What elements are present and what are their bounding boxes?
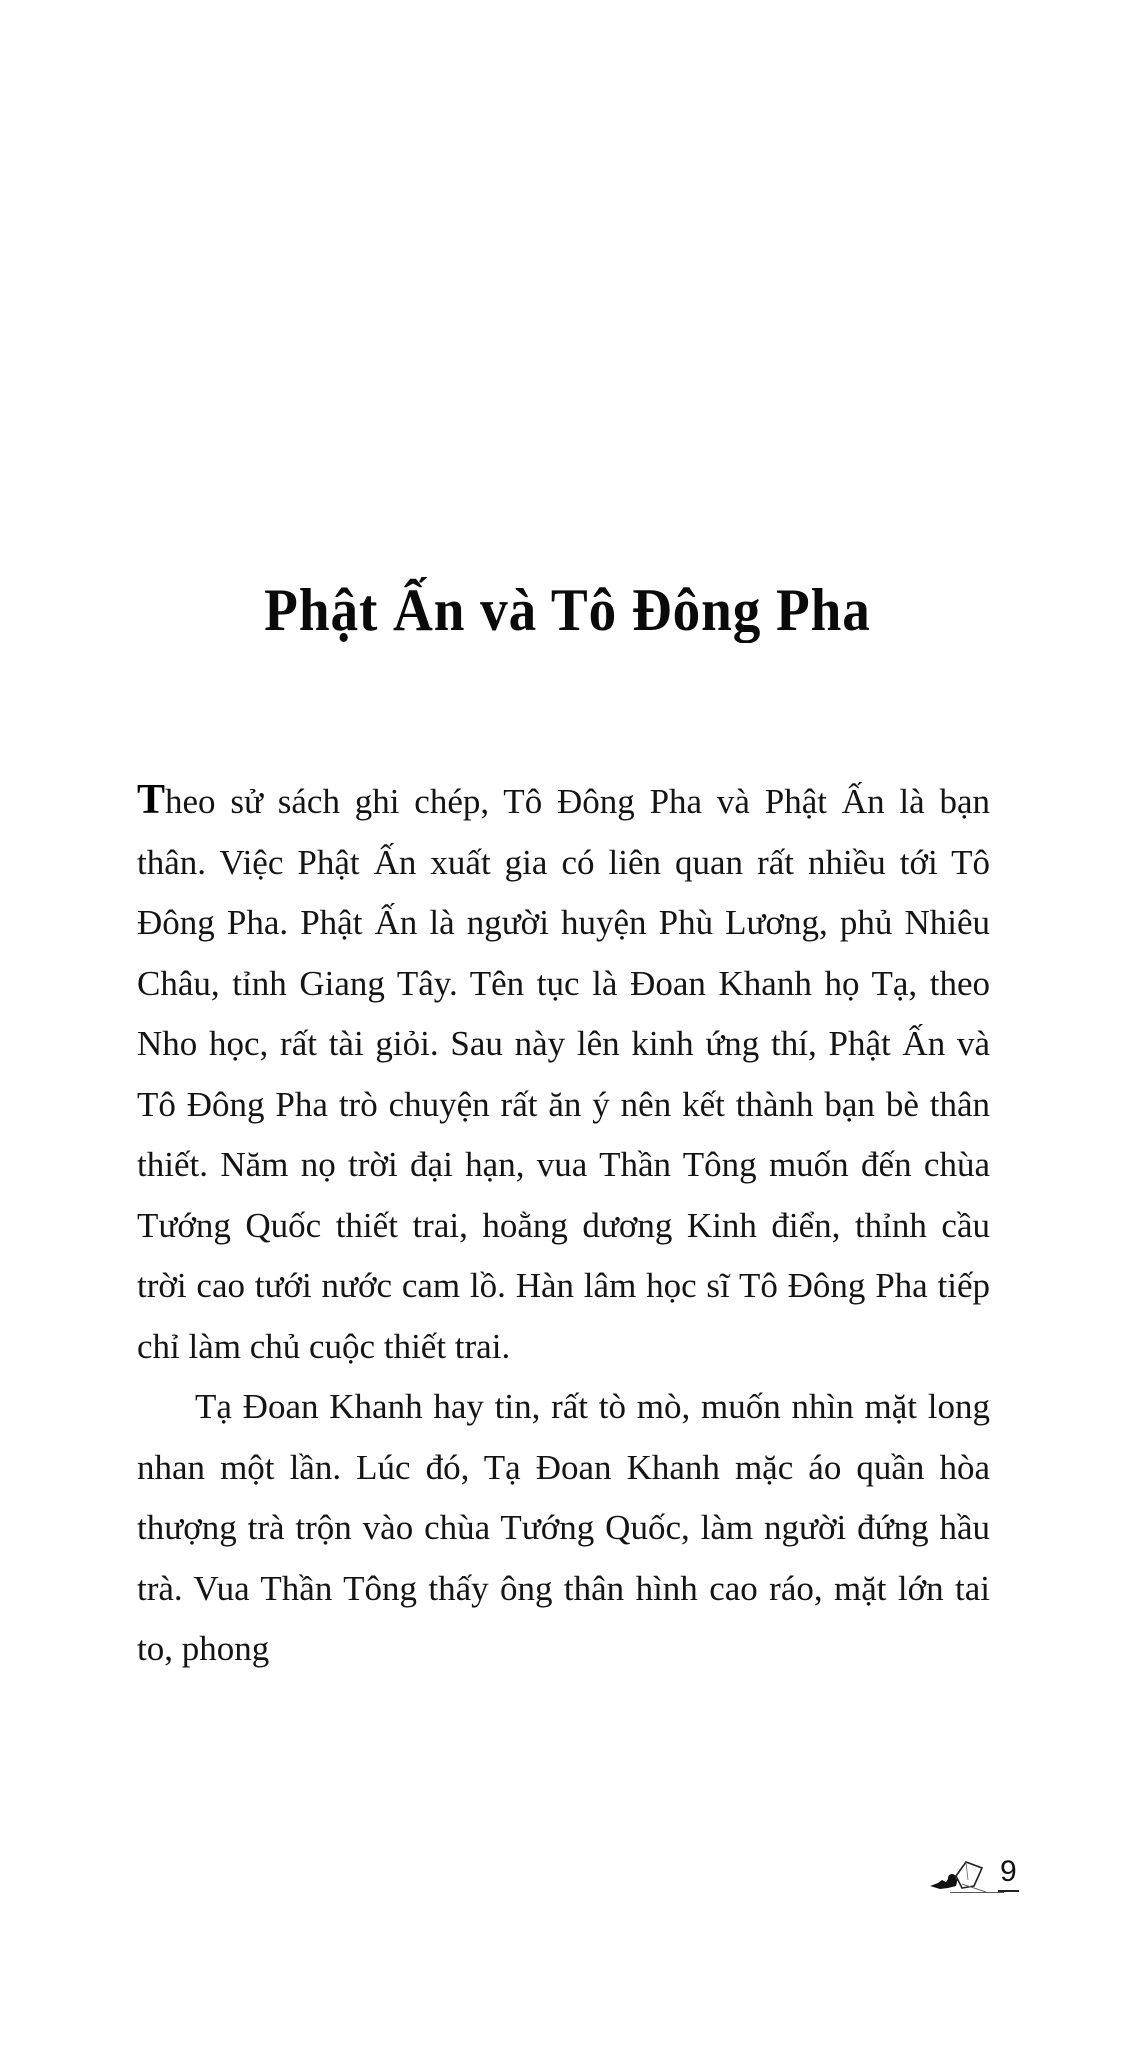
paragraph-1-text: heo sử sách ghi chép, Tô Đông Pha và Phật Ấn là bạn thân. Việc Phật Ấn xuất gia có liên quan rất nhiều tới Tô Đông Pha. Phật Ấn là người huyện Phù Lương, phủ Nhiêu Châu, tỉnh Giang Tây. Tên tục là Đoan Khanh họ Tạ, theo Nho học, rất tài giỏi. Sau này lên kinh ứng thí, Phật Ấn và Tô Đông Pha trò chuyện rất ăn ý nên kết thành bạn bè thân thiết. Năm nọ trời đại hạn, vua Thần Tông muốn đến chùa Tướng Quốc thiết trai, hoằng dương Kinh điển, thỉnh cầu trời cao tưới nước cam lồ. Hàn lâm học sĩ Tô Đông Pha tiếp chỉ làm chủ cuộc thiết trai.	[137, 782, 990, 1366]
paragraph-2-text: Tạ Đoan Khanh hay tin, rất tò mò, muốn nhìn mặt long nhan một lần. Lúc đó, Tạ Đoan Khanh mặc áo quần hòa thượng trà trộn vào chùa Tướng Quốc, làm người đứng hầu trà. Vua Thần Tông thấy ông thân hình cao ráo, mặt lớn tai to, phong	[137, 1387, 990, 1668]
body-text	[137, 772, 990, 1680]
drop-cap: T	[137, 777, 166, 823]
chapter-title: Phật Ấn và Tô Đông Pha	[264, 577, 871, 644]
page-number: 9	[998, 1854, 1019, 1892]
decorative-vignette-icon	[928, 1856, 990, 1894]
paragraph-2	[137, 1377, 990, 1680]
page-footer	[910, 1850, 1030, 1900]
footer-rule	[950, 1892, 1004, 1893]
paragraph-1	[137, 772, 990, 1377]
